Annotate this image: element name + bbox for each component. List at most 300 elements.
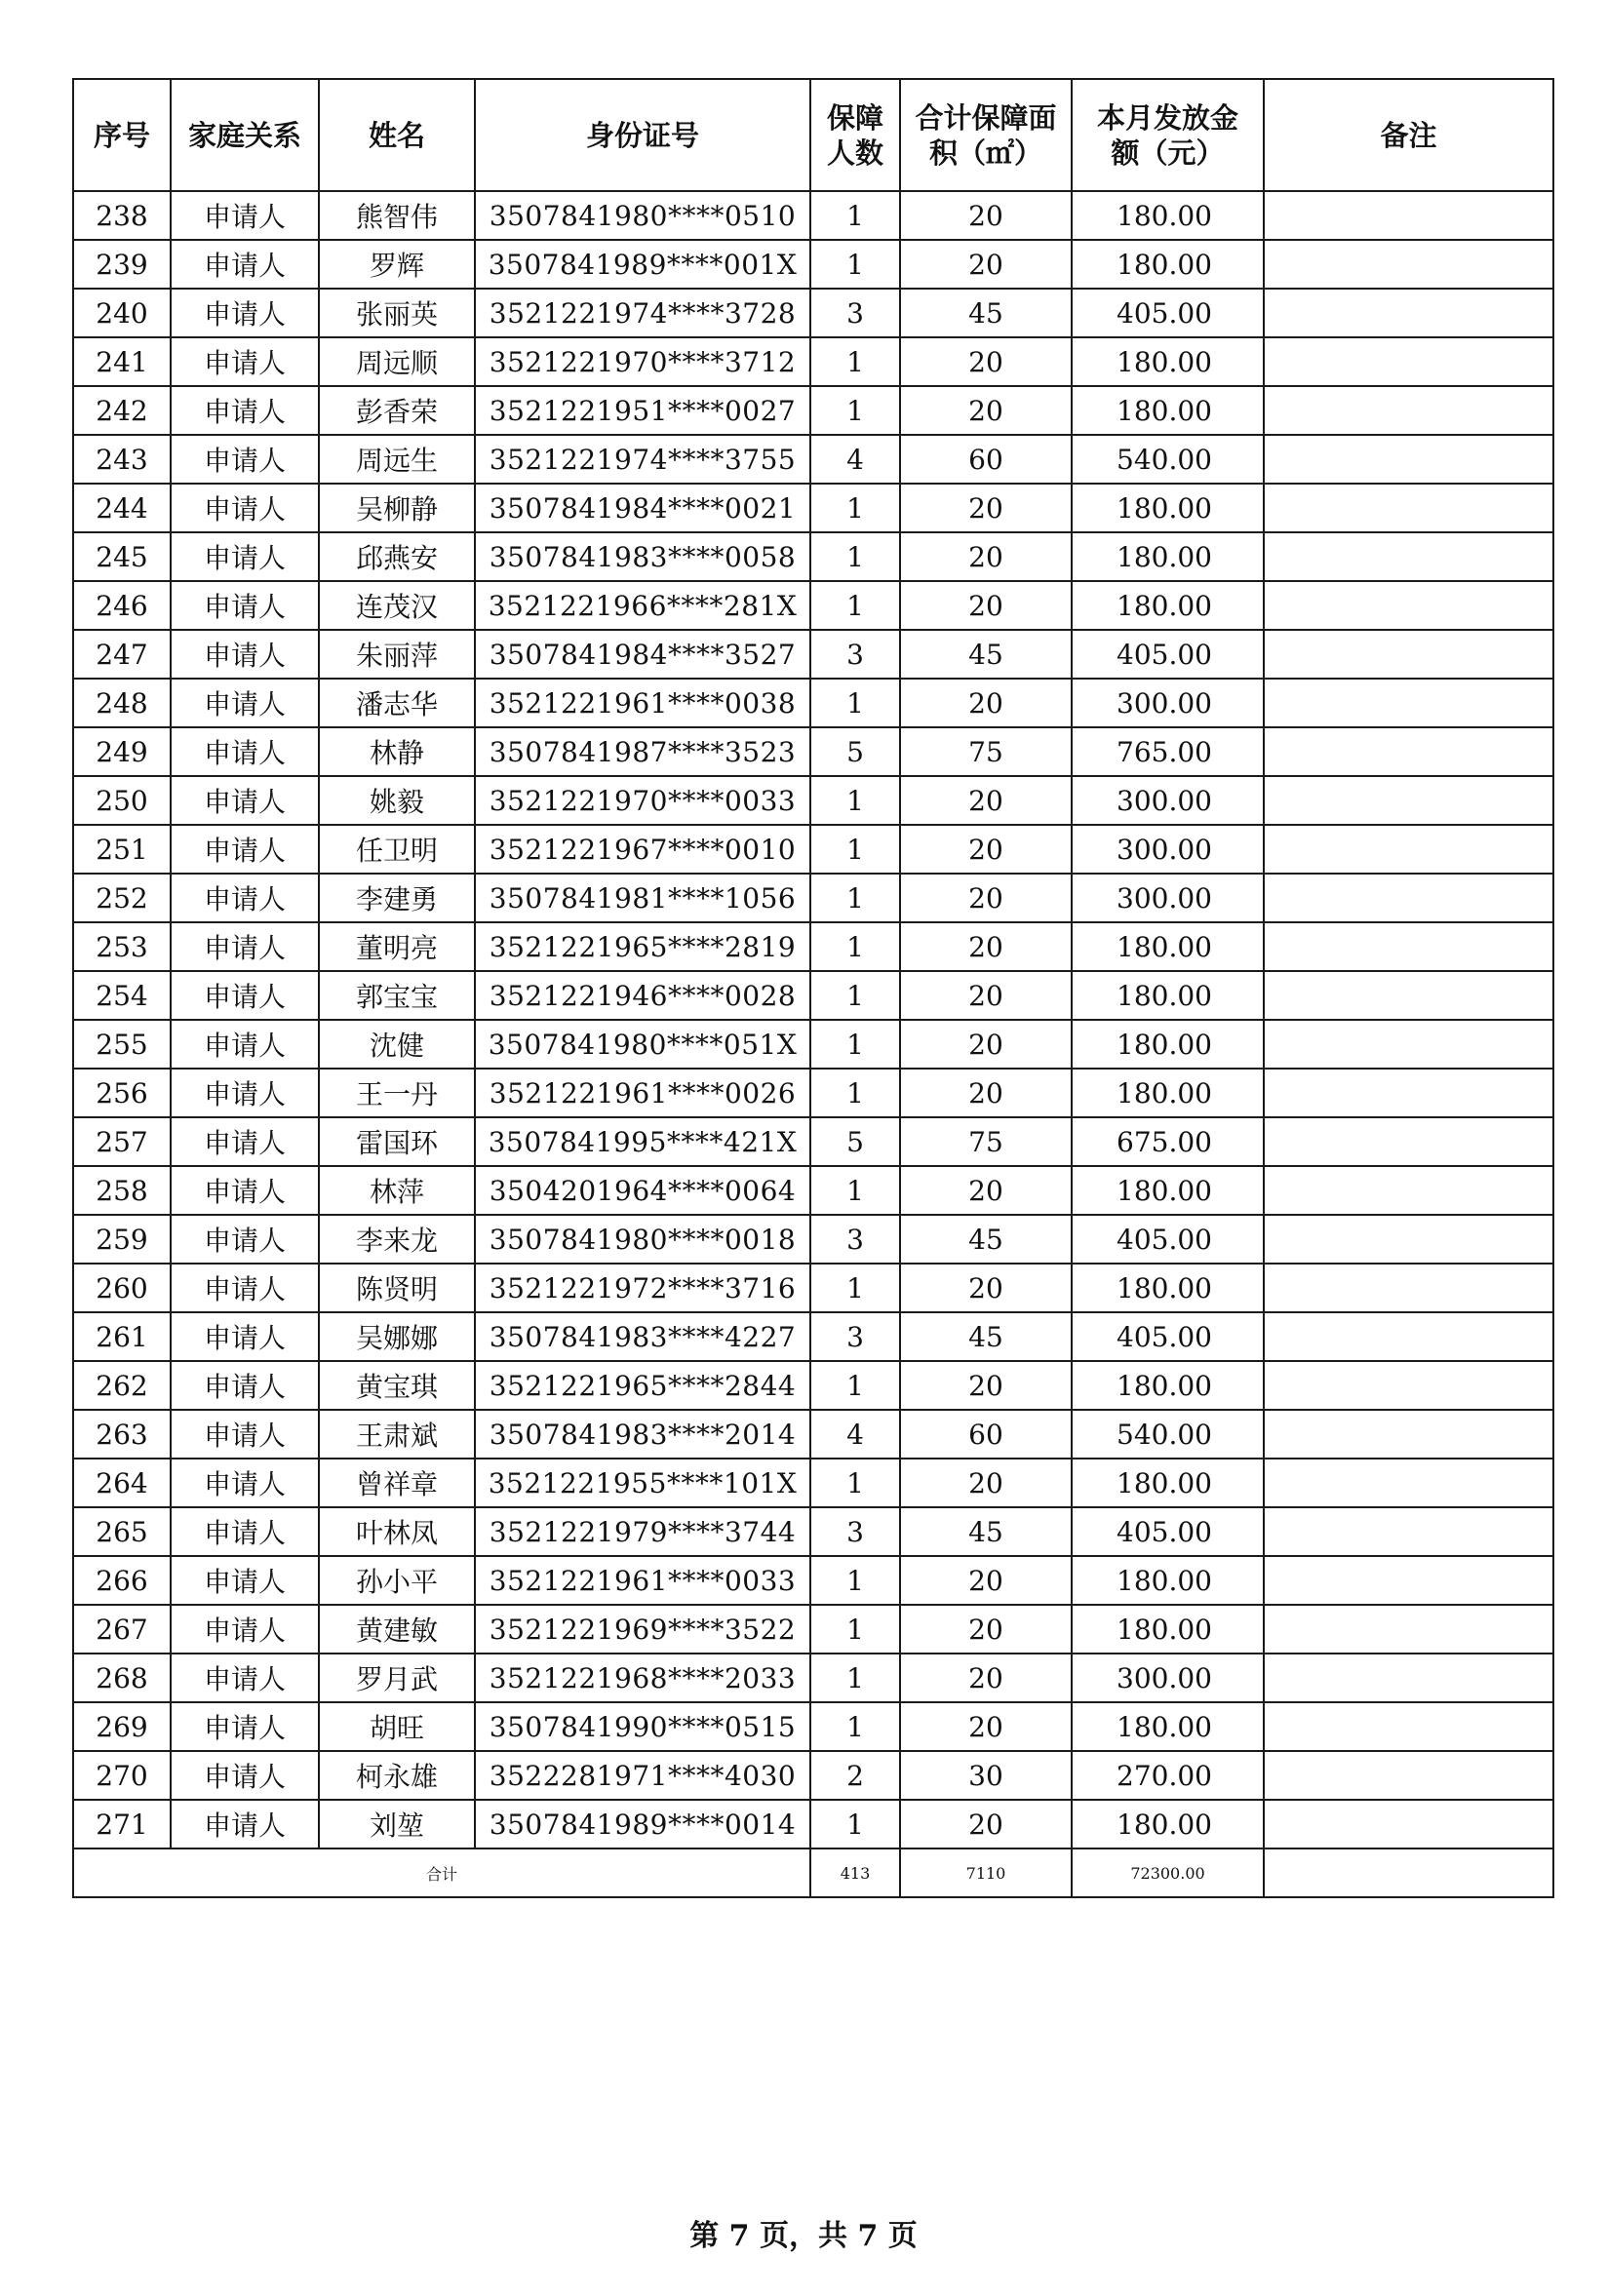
cell-persons: 1: [810, 776, 900, 825]
cell-remark: [1264, 1361, 1553, 1410]
table-row: [73, 1117, 1553, 1166]
cell-persons: 1: [810, 1069, 900, 1117]
cell-amount: 180.00: [1072, 1556, 1264, 1605]
cell-seq: 251: [73, 825, 171, 874]
cell-amount: 540.00: [1072, 1410, 1264, 1459]
cell-area: 20: [900, 971, 1072, 1020]
cell-amount: 180.00: [1072, 484, 1264, 532]
cell-name: 陈贤明: [319, 1264, 475, 1312]
table-row: [73, 1800, 1553, 1848]
cell-remark: [1264, 1751, 1553, 1800]
table-row: [73, 1215, 1553, 1264]
cell-area: 45: [900, 1215, 1072, 1264]
table-row: [73, 337, 1553, 386]
cell-relation: 申请人: [171, 386, 319, 435]
cell-seq: 268: [73, 1654, 171, 1702]
cell-id-number: 3507841983****2014: [475, 1410, 810, 1459]
cell-amount: 765.00: [1072, 727, 1264, 776]
cell-name: 熊智伟: [319, 191, 475, 240]
cell-persons: 1: [810, 1361, 900, 1410]
table-row: [73, 1702, 1553, 1751]
cell-seq: 255: [73, 1020, 171, 1069]
cell-amount: 180.00: [1072, 337, 1264, 386]
cell-name: 董明亮: [319, 922, 475, 971]
cell-remark: [1264, 581, 1553, 630]
cell-remark: [1264, 289, 1553, 337]
cell-persons: 1: [810, 825, 900, 874]
cell-amount: 405.00: [1072, 1312, 1264, 1361]
cell-name: 王肃斌: [319, 1410, 475, 1459]
cell-relation: 申请人: [171, 776, 319, 825]
cell-seq: 247: [73, 630, 171, 679]
cell-name: 连茂汉: [319, 581, 475, 630]
cell-area: 20: [900, 1800, 1072, 1848]
cell-remark: [1264, 1800, 1553, 1848]
cell-remark: [1264, 1605, 1553, 1654]
cell-remark: [1264, 727, 1553, 776]
cell-relation: 申请人: [171, 191, 319, 240]
table-row: [73, 581, 1553, 630]
cell-relation: 申请人: [171, 435, 319, 484]
total-persons: 413: [810, 1848, 900, 1897]
cell-persons: 5: [810, 727, 900, 776]
table-row: [73, 1556, 1553, 1605]
cell-relation: 申请人: [171, 1507, 319, 1556]
cell-id-number: 3507841980****0018: [475, 1215, 810, 1264]
cell-persons: 1: [810, 386, 900, 435]
cell-remark: [1264, 630, 1553, 679]
cell-name: 任卫明: [319, 825, 475, 874]
cell-relation: 申请人: [171, 1069, 319, 1117]
cell-relation: 申请人: [171, 1312, 319, 1361]
cell-amount: 270.00: [1072, 1751, 1264, 1800]
table-row: [73, 1020, 1553, 1069]
cell-persons: 1: [810, 874, 900, 922]
cell-id-number: 3507841983****4227: [475, 1312, 810, 1361]
cell-persons: 1: [810, 1800, 900, 1848]
table-row: [73, 532, 1553, 581]
header-row: [73, 79, 1553, 191]
cell-relation: 申请人: [171, 1556, 319, 1605]
table-row: [73, 1605, 1553, 1654]
cell-area: 20: [900, 484, 1072, 532]
cell-persons: 1: [810, 679, 900, 727]
cell-name: 王一丹: [319, 1069, 475, 1117]
cell-seq: 250: [73, 776, 171, 825]
cell-remark: [1264, 484, 1553, 532]
cell-area: 20: [900, 1702, 1072, 1751]
cell-amount: 180.00: [1072, 532, 1264, 581]
cell-persons: 1: [810, 1605, 900, 1654]
cell-amount: 180.00: [1072, 1459, 1264, 1507]
allowance-table: [72, 78, 1554, 1898]
cell-name: 李来龙: [319, 1215, 475, 1264]
cell-persons: 1: [810, 1166, 900, 1215]
cell-amount: 180.00: [1072, 971, 1264, 1020]
cell-area: 20: [900, 532, 1072, 581]
cell-name: 沈健: [319, 1020, 475, 1069]
cell-seq: 271: [73, 1800, 171, 1848]
cell-persons: 1: [810, 532, 900, 581]
cell-remark: [1264, 874, 1553, 922]
cell-area: 20: [900, 679, 1072, 727]
cell-name: 刘堃: [319, 1800, 475, 1848]
cell-area: 20: [900, 1264, 1072, 1312]
cell-persons: 1: [810, 484, 900, 532]
total-area: 7110: [900, 1848, 1072, 1897]
cell-seq: 269: [73, 1702, 171, 1751]
total-row: [73, 1848, 1553, 1897]
cell-id-number: 3521221972****3716: [475, 1264, 810, 1312]
cell-id-number: 3507841980****051X: [475, 1020, 810, 1069]
cell-amount: 180.00: [1072, 922, 1264, 971]
cell-name: 雷国环: [319, 1117, 475, 1166]
cell-id-number: 3522281971****4030: [475, 1751, 810, 1800]
cell-id-number: 3521221961****0033: [475, 1556, 810, 1605]
cell-remark: [1264, 1117, 1553, 1166]
cell-relation: 申请人: [171, 971, 319, 1020]
cell-name: 郭宝宝: [319, 971, 475, 1020]
cell-id-number: 3521221969****3522: [475, 1605, 810, 1654]
cell-amount: 180.00: [1072, 581, 1264, 630]
cell-seq: 245: [73, 532, 171, 581]
cell-remark: [1264, 191, 1553, 240]
table-row: [73, 727, 1553, 776]
cell-id-number: 3507841983****0058: [475, 532, 810, 581]
cell-seq: 240: [73, 289, 171, 337]
cell-relation: 申请人: [171, 1751, 319, 1800]
table-row: [73, 1264, 1553, 1312]
cell-area: 20: [900, 1459, 1072, 1507]
table-row: [73, 1654, 1553, 1702]
cell-persons: 1: [810, 922, 900, 971]
cell-relation: 申请人: [171, 289, 319, 337]
cell-remark: [1264, 922, 1553, 971]
cell-remark: [1264, 1264, 1553, 1312]
cell-name: 罗辉: [319, 240, 475, 289]
cell-remark: [1264, 337, 1553, 386]
table-row: [73, 1166, 1553, 1215]
cell-amount: 300.00: [1072, 825, 1264, 874]
cell-persons: 3: [810, 1312, 900, 1361]
cell-name: 吴柳静: [319, 484, 475, 532]
header-name: 姓名: [319, 79, 475, 191]
cell-id-number: 3521221965****2844: [475, 1361, 810, 1410]
cell-seq: 264: [73, 1459, 171, 1507]
cell-seq: 258: [73, 1166, 171, 1215]
header-seq: 序号: [73, 79, 171, 191]
cell-area: 20: [900, 776, 1072, 825]
cell-id-number: 3521221961****0038: [475, 679, 810, 727]
cell-name: 彭香荣: [319, 386, 475, 435]
header-id-number: 身份证号: [475, 79, 810, 191]
table-row: [73, 679, 1553, 727]
cell-id-number: 3521221974****3728: [475, 289, 810, 337]
cell-seq: 253: [73, 922, 171, 971]
cell-name: 张丽英: [319, 289, 475, 337]
cell-id-number: 3521221966****281X: [475, 581, 810, 630]
cell-remark: [1264, 532, 1553, 581]
table-row: [73, 1069, 1553, 1117]
cell-seq: 259: [73, 1215, 171, 1264]
cell-area: 60: [900, 1410, 1072, 1459]
cell-remark: [1264, 971, 1553, 1020]
cell-seq: 244: [73, 484, 171, 532]
table-header: [73, 79, 1553, 191]
cell-seq: 254: [73, 971, 171, 1020]
cell-area: 20: [900, 386, 1072, 435]
cell-area: 20: [900, 874, 1072, 922]
header-area: 合计保障面积（㎡）: [900, 79, 1072, 191]
cell-id-number: 3521221946****0028: [475, 971, 810, 1020]
cell-id-number: 3507841984****0021: [475, 484, 810, 532]
cell-amount: 180.00: [1072, 1264, 1264, 1312]
cell-persons: 1: [810, 1702, 900, 1751]
cell-area: 45: [900, 1312, 1072, 1361]
cell-persons: 1: [810, 1459, 900, 1507]
cell-name: 朱丽萍: [319, 630, 475, 679]
cell-area: 20: [900, 1069, 1072, 1117]
cell-name: 柯永雄: [319, 1751, 475, 1800]
table-row: [73, 1751, 1553, 1800]
header-persons: 保障人数: [810, 79, 900, 191]
table-row: [73, 191, 1553, 240]
cell-seq: 257: [73, 1117, 171, 1166]
cell-persons: 1: [810, 1556, 900, 1605]
cell-remark: [1264, 1020, 1553, 1069]
cell-seq: 261: [73, 1312, 171, 1361]
cell-amount: 180.00: [1072, 240, 1264, 289]
cell-relation: 申请人: [171, 1459, 319, 1507]
table-row: [73, 386, 1553, 435]
cell-amount: 180.00: [1072, 1605, 1264, 1654]
cell-persons: 4: [810, 1410, 900, 1459]
cell-relation: 申请人: [171, 1605, 319, 1654]
cell-area: 20: [900, 1556, 1072, 1605]
cell-area: 30: [900, 1751, 1072, 1800]
cell-id-number: 3521221970****3712: [475, 337, 810, 386]
cell-seq: 265: [73, 1507, 171, 1556]
table-row: [73, 874, 1553, 922]
cell-relation: 申请人: [171, 532, 319, 581]
cell-area: 45: [900, 289, 1072, 337]
cell-name: 潘志华: [319, 679, 475, 727]
table-row: [73, 1507, 1553, 1556]
cell-remark: [1264, 435, 1553, 484]
table-row: [73, 1361, 1553, 1410]
table-row: [73, 825, 1553, 874]
cell-name: 黄建敏: [319, 1605, 475, 1654]
cell-remark: [1264, 1215, 1553, 1264]
cell-remark: [1264, 776, 1553, 825]
cell-persons: 1: [810, 240, 900, 289]
cell-area: 75: [900, 1117, 1072, 1166]
cell-id-number: 3521221974****3755: [475, 435, 810, 484]
cell-persons: 3: [810, 630, 900, 679]
cell-name: 姚毅: [319, 776, 475, 825]
cell-amount: 180.00: [1072, 1702, 1264, 1751]
cell-name: 曾祥章: [319, 1459, 475, 1507]
cell-relation: 申请人: [171, 1702, 319, 1751]
cell-persons: 2: [810, 1751, 900, 1800]
cell-relation: 申请人: [171, 1410, 319, 1459]
cell-relation: 申请人: [171, 1117, 319, 1166]
cell-relation: 申请人: [171, 581, 319, 630]
cell-area: 20: [900, 922, 1072, 971]
header-remark: 备注: [1264, 79, 1553, 191]
cell-remark: [1264, 825, 1553, 874]
cell-amount: 180.00: [1072, 1069, 1264, 1117]
cell-area: 20: [900, 191, 1072, 240]
cell-id-number: 3504201964****0064: [475, 1166, 810, 1215]
cell-persons: 3: [810, 1507, 900, 1556]
cell-area: 45: [900, 1507, 1072, 1556]
cell-amount: 180.00: [1072, 1020, 1264, 1069]
cell-id-number: 3507841989****0014: [475, 1800, 810, 1848]
total-label: 合计: [73, 1848, 810, 1897]
cell-area: 20: [900, 1605, 1072, 1654]
cell-relation: 申请人: [171, 679, 319, 727]
cell-persons: 3: [810, 1215, 900, 1264]
cell-name: 邱燕安: [319, 532, 475, 581]
cell-relation: 申请人: [171, 874, 319, 922]
cell-remark: [1264, 1654, 1553, 1702]
cell-name: 李建勇: [319, 874, 475, 922]
cell-area: 20: [900, 1166, 1072, 1215]
cell-remark: [1264, 1556, 1553, 1605]
cell-area: 20: [900, 240, 1072, 289]
cell-persons: 1: [810, 971, 900, 1020]
cell-remark: [1264, 1166, 1553, 1215]
cell-relation: 申请人: [171, 484, 319, 532]
cell-id-number: 3521221979****3744: [475, 1507, 810, 1556]
cell-persons: 1: [810, 337, 900, 386]
cell-amount: 540.00: [1072, 435, 1264, 484]
cell-id-number: 3521221967****0010: [475, 825, 810, 874]
cell-amount: 405.00: [1072, 630, 1264, 679]
cell-seq: 267: [73, 1605, 171, 1654]
cell-seq: 270: [73, 1751, 171, 1800]
cell-seq: 252: [73, 874, 171, 922]
table-row: [73, 289, 1553, 337]
cell-persons: 5: [810, 1117, 900, 1166]
cell-id-number: 3507841990****0515: [475, 1702, 810, 1751]
cell-relation: 申请人: [171, 1654, 319, 1702]
cell-id-number: 3521221961****0026: [475, 1069, 810, 1117]
cell-remark: [1264, 386, 1553, 435]
cell-persons: 3: [810, 289, 900, 337]
cell-remark: [1264, 240, 1553, 289]
cell-area: 20: [900, 1361, 1072, 1410]
cell-amount: 180.00: [1072, 1800, 1264, 1848]
table-row: [73, 484, 1553, 532]
cell-amount: 405.00: [1072, 1215, 1264, 1264]
cell-relation: 申请人: [171, 825, 319, 874]
cell-seq: 241: [73, 337, 171, 386]
table-row: [73, 1459, 1553, 1507]
cell-relation: 申请人: [171, 1800, 319, 1848]
cell-area: 45: [900, 630, 1072, 679]
cell-persons: 1: [810, 1264, 900, 1312]
table-body: [73, 191, 1553, 1848]
cell-seq: 260: [73, 1264, 171, 1312]
cell-id-number: 3521221965****2819: [475, 922, 810, 971]
cell-amount: 180.00: [1072, 1361, 1264, 1410]
table-row: [73, 971, 1553, 1020]
total-remark: [1264, 1848, 1553, 1897]
cell-name: 林萍: [319, 1166, 475, 1215]
cell-id-number: 3507841984****3527: [475, 630, 810, 679]
table-row: [73, 1410, 1553, 1459]
cell-id-number: 3521221970****0033: [475, 776, 810, 825]
cell-relation: 申请人: [171, 1264, 319, 1312]
cell-seq: 242: [73, 386, 171, 435]
cell-relation: 申请人: [171, 922, 319, 971]
cell-name: 吴娜娜: [319, 1312, 475, 1361]
cell-seq: 262: [73, 1361, 171, 1410]
cell-seq: 246: [73, 581, 171, 630]
table-row: [73, 630, 1553, 679]
cell-relation: 申请人: [171, 1166, 319, 1215]
cell-seq: 249: [73, 727, 171, 776]
total-amount: 72300.00: [1072, 1848, 1264, 1897]
cell-relation: 申请人: [171, 240, 319, 289]
cell-area: 20: [900, 825, 1072, 874]
cell-id-number: 3507841980****0510: [475, 191, 810, 240]
cell-relation: 申请人: [171, 1020, 319, 1069]
cell-amount: 180.00: [1072, 191, 1264, 240]
cell-id-number: 3521221968****2033: [475, 1654, 810, 1702]
cell-remark: [1264, 1507, 1553, 1556]
cell-id-number: 3521221955****101X: [475, 1459, 810, 1507]
cell-persons: 4: [810, 435, 900, 484]
cell-amount: 300.00: [1072, 1654, 1264, 1702]
cell-id-number: 3507841995****421X: [475, 1117, 810, 1166]
cell-remark: [1264, 1459, 1553, 1507]
cell-persons: 1: [810, 581, 900, 630]
cell-name: 林静: [319, 727, 475, 776]
header-relation: 家庭关系: [171, 79, 319, 191]
cell-seq: 243: [73, 435, 171, 484]
cell-amount: 405.00: [1072, 289, 1264, 337]
cell-seq: 266: [73, 1556, 171, 1605]
cell-amount: 300.00: [1072, 679, 1264, 727]
header-amount: 本月发放金额（元）: [1072, 79, 1264, 191]
cell-relation: 申请人: [171, 630, 319, 679]
cell-id-number: 3507841981****1056: [475, 874, 810, 922]
cell-amount: 675.00: [1072, 1117, 1264, 1166]
cell-area: 20: [900, 581, 1072, 630]
cell-persons: 1: [810, 191, 900, 240]
cell-seq: 248: [73, 679, 171, 727]
cell-area: 60: [900, 435, 1072, 484]
cell-name: 周远生: [319, 435, 475, 484]
cell-name: 周远顺: [319, 337, 475, 386]
cell-remark: [1264, 1312, 1553, 1361]
cell-seq: 238: [73, 191, 171, 240]
cell-seq: 239: [73, 240, 171, 289]
cell-persons: 1: [810, 1020, 900, 1069]
table-row: [73, 776, 1553, 825]
table-row: [73, 240, 1553, 289]
cell-remark: [1264, 1069, 1553, 1117]
cell-area: 75: [900, 727, 1072, 776]
cell-name: 罗月武: [319, 1654, 475, 1702]
table-row: [73, 922, 1553, 971]
cell-amount: 300.00: [1072, 776, 1264, 825]
cell-relation: 申请人: [171, 727, 319, 776]
cell-name: 胡旺: [319, 1702, 475, 1751]
